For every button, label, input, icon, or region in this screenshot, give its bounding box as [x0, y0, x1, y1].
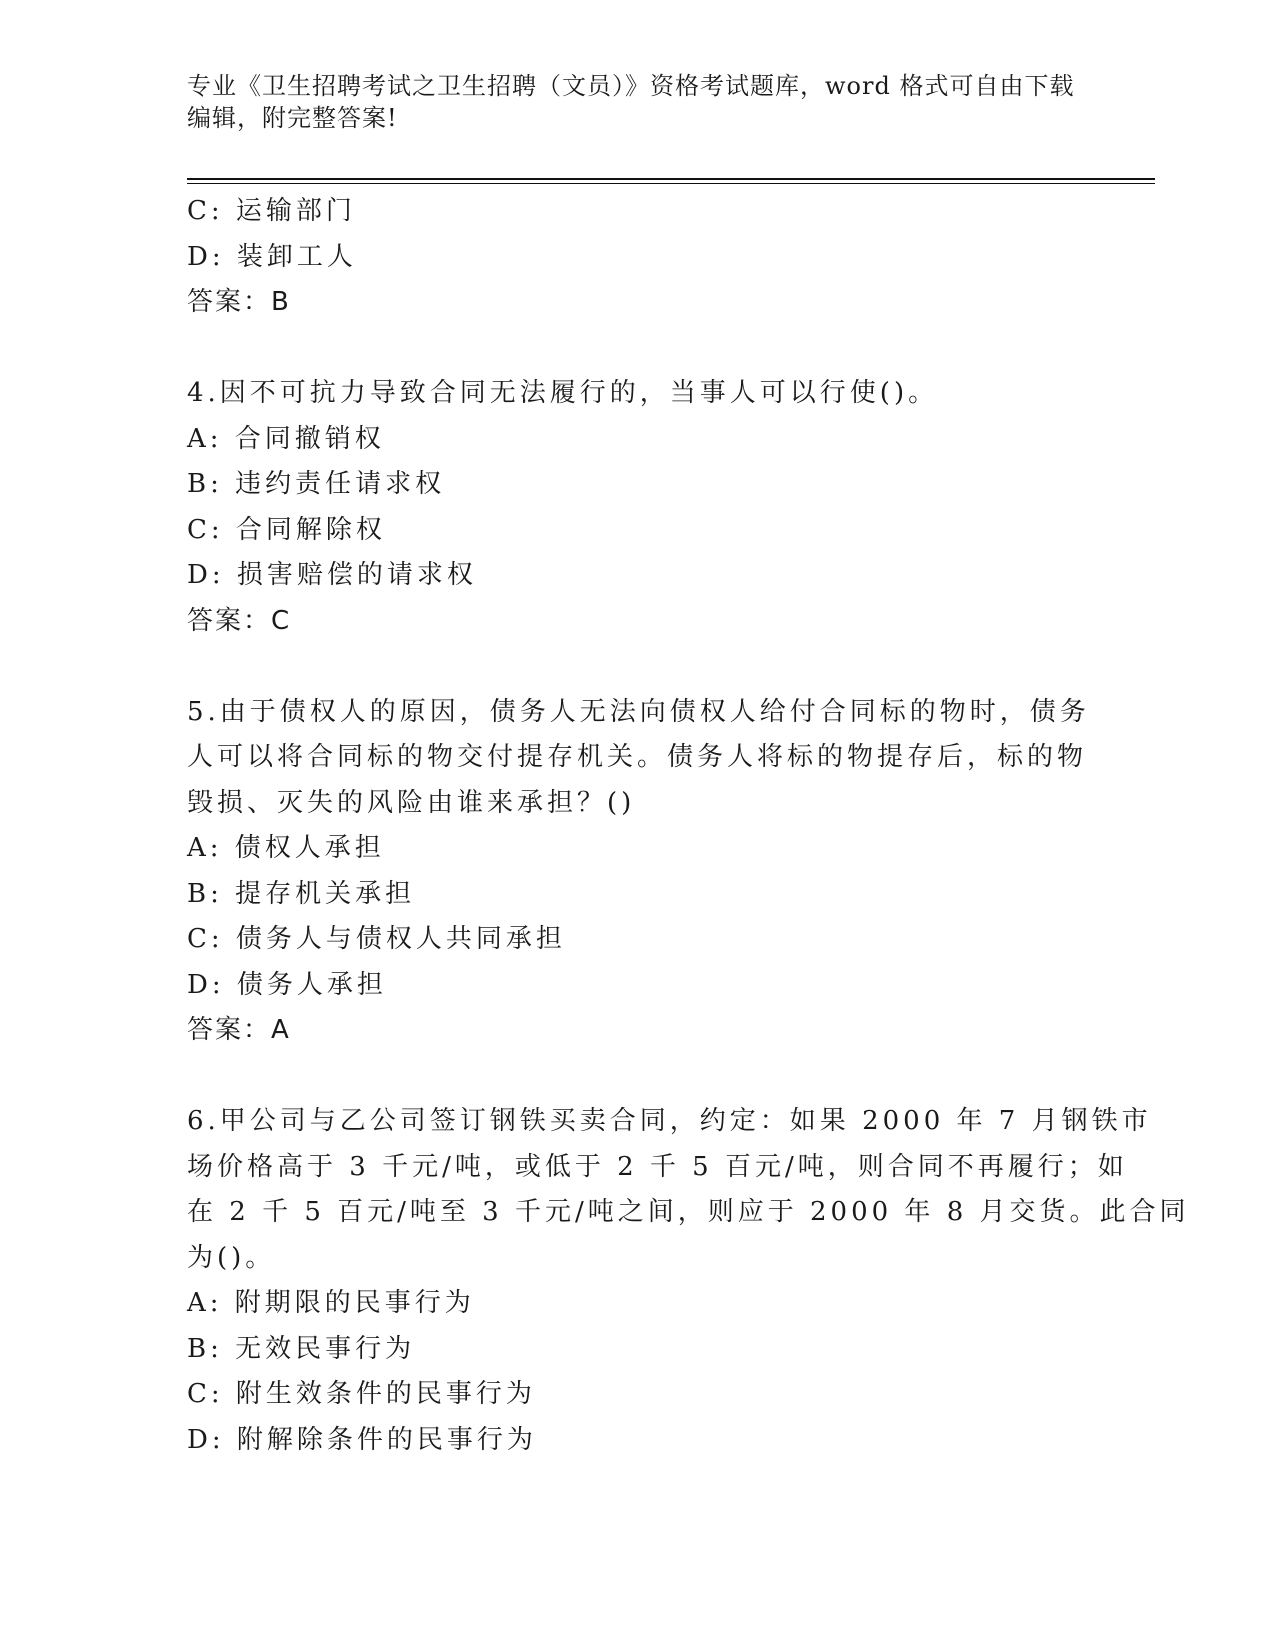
question-text-line-2: 人可以将合同标的物交付提存机关。债务人将标的物提存后，标的物 — [187, 742, 1088, 772]
header-rule-thin — [187, 183, 1155, 184]
question-text-line-1: 5.由于债权人的原因，债务人无法向债权人给付合同标的物时，债务 — [187, 696, 1090, 727]
exam-content — [187, 189, 1190, 1463]
option-d: D: 附解除条件的民事行为 — [187, 1424, 537, 1455]
option-d: D: 债务人承担 — [187, 969, 387, 1000]
question-text-line-1: 6.甲公司与乙公司签订钢铁买卖合同，约定：如果 2000 年 7 月钢铁市 — [187, 1106, 1152, 1136]
answer: 答案：A — [187, 1015, 291, 1045]
option-a: A: 附期限的民事行为 — [187, 1288, 475, 1318]
option-c: C: 附生效条件的民事行为 — [187, 1379, 536, 1409]
header-line-1: 专业《卫生招聘考试之卫生招聘（文员）》资格考试题库，word 格式可自由下载 — [187, 72, 1075, 100]
question-text-line-4: 为()。 — [187, 1242, 276, 1273]
header-rule-thick — [187, 178, 1155, 180]
question-text-line-2: 场价格高于 3 千元/吨，或低于 2 千 5 百元/吨，则合同不再履行；如 — [187, 1151, 1128, 1182]
option-d: D: 装卸工人 — [187, 241, 357, 272]
header-line-2: 编辑，附完整答案! — [187, 104, 398, 132]
option-c: C: 运输部门 — [187, 196, 356, 226]
option-d: D: 损害赔偿的请求权 — [187, 560, 477, 590]
option-c: C: 债务人与债权人共同承担 — [187, 924, 566, 954]
question-3 — [187, 189, 1067, 326]
answer: 答案：C — [187, 605, 292, 636]
question-text: 4.因不可抗力导致合同无法履行的，当事人可以行使()。 — [187, 378, 939, 408]
answer: 答案：B — [187, 287, 291, 317]
option-a: A: 合同撤销权 — [187, 423, 385, 454]
option-a: A: 债权人承担 — [187, 833, 385, 863]
document-header — [187, 70, 1077, 134]
option-c: C: 合同解除权 — [187, 514, 386, 545]
question-text-line-3: 毁损、灭失的风险由谁来承担？() — [187, 787, 636, 818]
option-b: B: 违约责任请求权 — [187, 469, 446, 499]
question-text-line-3: 在 2 千 5 百元/吨至 3 千元/吨之间，则应于 2000 年 8 月交货。此合同 — [187, 1197, 1190, 1227]
option-b: B: 提存机关承担 — [187, 878, 416, 909]
question-5 — [187, 690, 1090, 1054]
option-b: B: 无效民事行为 — [187, 1333, 416, 1364]
question-6 — [187, 1099, 1190, 1463]
question-4 — [187, 371, 1067, 644]
